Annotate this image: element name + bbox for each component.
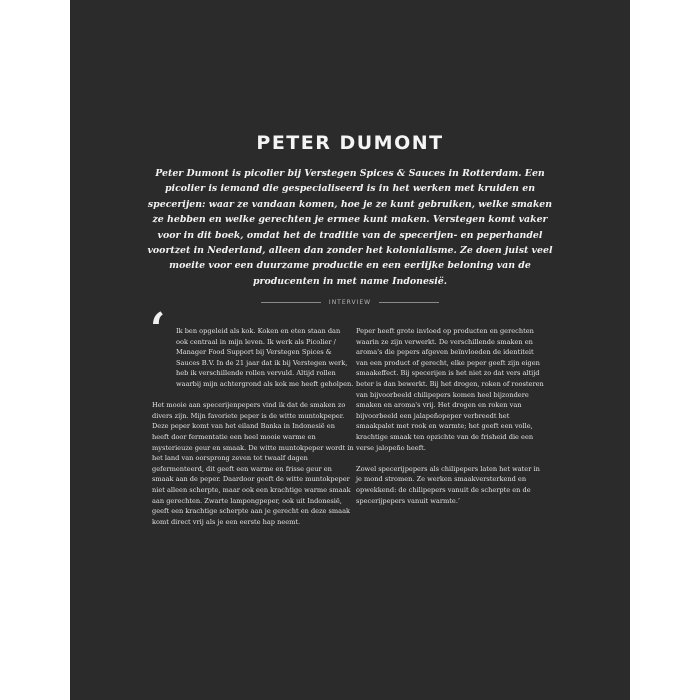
left-column <box>152 326 354 538</box>
page <box>70 0 630 700</box>
left-paragraph-2: Het mooie aan specerijenpepers vind ik dat de smaken zo divers zijn. Mijn favoriete peper is de witte muntokpeper. Deze peper komt van het eiland Banka in Indonesië en heeft door fermentatie een heel mooie warme en mysterieuze geur en smaak. De witte muntokpeper wordt in het land van oorsprong zeven tot twaalf dagen gefermenteerd, dit geeft een warme en frisse geur en smaak aan de peper. Daardoor geeft de witte muntokpeper niet alleen scherpte, maar ook een krachtige warme smaak aan gerechten. Zwarte lampongpeper, ook uit Indonesië, geeft een krachtige scherpte aan je gerecht en deze smaak komt direct vrij als je een eerste hap neemt. <box>152 401 354 526</box>
section-label: INTERVIEW <box>328 298 372 306</box>
divider-rule-left <box>261 302 321 303</box>
left-paragraph-1: Ik ben opgeleid als kok. Koken en eten staan dan ook centraal in mijn leven. Ik werk als Picolier / Manager Food Support bij Verstegen Spices & Sauces B.V. In de 21 jaar dat ik bij Verstegen werk, heb ik verschillende rollen vervuld. Altijd rollen waarbij mijn achtergrond als kok me heeft geholpen. <box>176 327 354 388</box>
divider-rule-right <box>379 302 439 303</box>
right-column <box>356 326 546 517</box>
right-paragraph-2: Zowel specerijpepers als chilipepers laten het water in je mond stromen. Ze werken smaakversterkend en opwekkend: de chilipepers vanuit de scherpte en de specerijpepers vanuit warmte.’ <box>356 464 540 505</box>
page-title: PETER DUMONT <box>256 132 444 154</box>
quote-mark-icon: ‘ <box>150 304 166 355</box>
intro-paragraph: Peter Dumont is picolier bij Verstegen Spices & Sauces in Rotterdam. Een picolier is iemand die gespecialiseerd is in het werken met kruiden en specerijen: waar ze vandaan komen, hoe je ze kunt gebruiken, welke smaken ze hebben en welke gerechten je ermee kunt maken. Verstegen komt vaker voor in dit boek, omdat het de traditie van de specerijen- en peperhandel voortzet in Nederland, alleen dan zonder het kolonialisme. Ze doen juist veel moeite voor een duurzame productie en een eerlijke beloning van de producenten in met name Indonesië. <box>147 168 553 287</box>
right-paragraph-1: Peper heeft grote invloed op producten en gerechten waarin ze zijn verwerkt. De verschillende smaken en aroma's die pepers afgeven beïnvloeden de identiteit van een product of gerecht, elke peper geeft zijn eigen smaakeffect. Bij specerijen is het niet zo dat vers altijd beter is dan bewerkt. Bij het drogen, roken of roosteren van bijvoorbeeld chilipepers komen heel bijzondere smaken en aroma's vrij. Het drogen en roken van bijvoorbeeld een jalapeñopeper verbreedt het smaakpalet met rook en warmte; het geeft een volle, krachtige smaak ten opzichte van de frisheid die een verse jalopeño heeft. <box>356 327 544 452</box>
